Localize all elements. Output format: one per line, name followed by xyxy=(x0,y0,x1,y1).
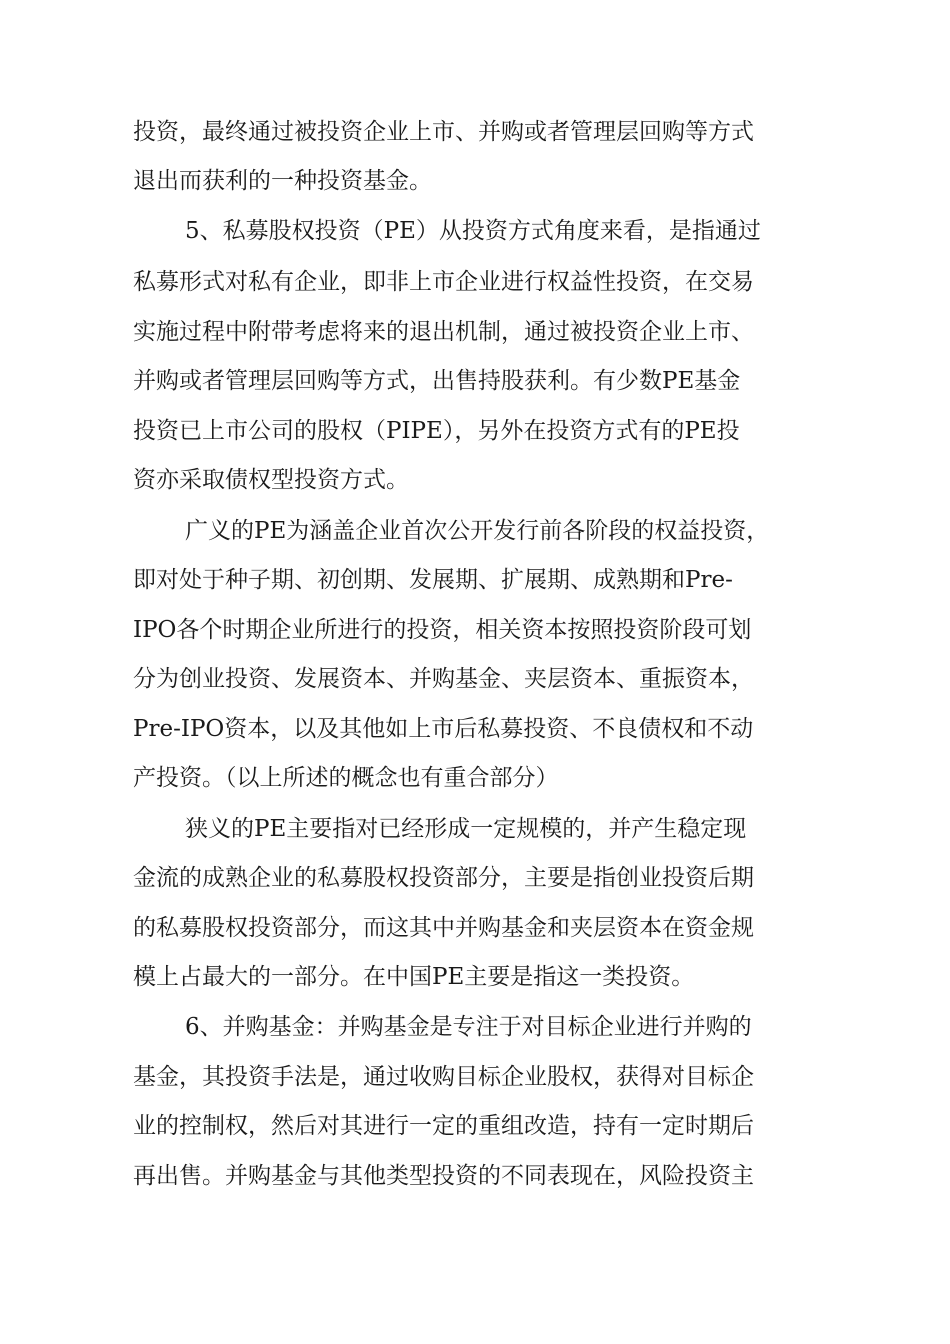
text-line: 并购或者管理层回购等方式，出售持股获利。有少数PE基金 xyxy=(133,368,741,394)
paragraph-heading-line: 6、并购基金：并购基金是专注于对目标企业进行并购的 xyxy=(185,1014,752,1040)
text-line: 模上占最大的一部分。在中国PE主要是指这一类投资。 xyxy=(133,964,695,990)
text-line: 退出而获利的一种投资基金。 xyxy=(133,168,432,194)
text-line: 产投资。（以上所述的概念也有重合部分） xyxy=(133,765,559,791)
paragraph-first-line: 广义的PE为涵盖企业首次公开发行前各阶段的权益投资， xyxy=(185,518,770,544)
text-line: 投资已上市公司的股权（PIPE），另外在投资方式有的PE投 xyxy=(133,418,740,444)
text-line: 资亦采取债权型投资方式。 xyxy=(133,467,409,493)
text-line: 基金，其投资手法是，通过收购目标企业股权，获得对目标企 xyxy=(133,1064,754,1090)
text-line: 投资，最终通过被投资企业上市、并购或者管理层回购等方式 xyxy=(133,119,754,145)
text-line: 金流的成熟企业的私募股权投资部分，主要是指创业投资后期 xyxy=(133,865,754,891)
paragraph-heading-line: 5、私募股权投资（PE）从投资方式角度来看，是指通过 xyxy=(185,218,761,244)
text-line: 实施过程中附带考虑将来的退出机制，通过被投资企业上市、 xyxy=(133,319,754,345)
text-line: 业的控制权，然后对其进行一定的重组改造，持有一定时期后 xyxy=(133,1113,754,1139)
text-line: Pre-IPO资本，以及其他如上市后私募投资、不良债权和不动 xyxy=(133,716,754,742)
paragraph-first-line: 狭义的PE主要指对已经形成一定规模的，并产生稳定现 xyxy=(185,816,747,842)
text-line: 私募形式对私有企业，即非上市企业进行权益性投资，在交易 xyxy=(133,269,754,295)
text-line: 的私募股权投资部分，而这其中并购基金和夹层资本在资金规 xyxy=(133,915,754,941)
text-line: 再出售。并购基金与其他类型投资的不同表现在，风险投资主 xyxy=(133,1163,754,1189)
text-line: IPO各个时期企业所进行的投资，相关资本按照投资阶段可划 xyxy=(133,617,752,643)
text-line: 分为创业投资、发展资本、并购基金、夹层资本、重振资本， xyxy=(133,666,754,692)
text-line: 即对处于种子期、初创期、发展期、扩展期、成熟期和Pre- xyxy=(133,567,733,593)
